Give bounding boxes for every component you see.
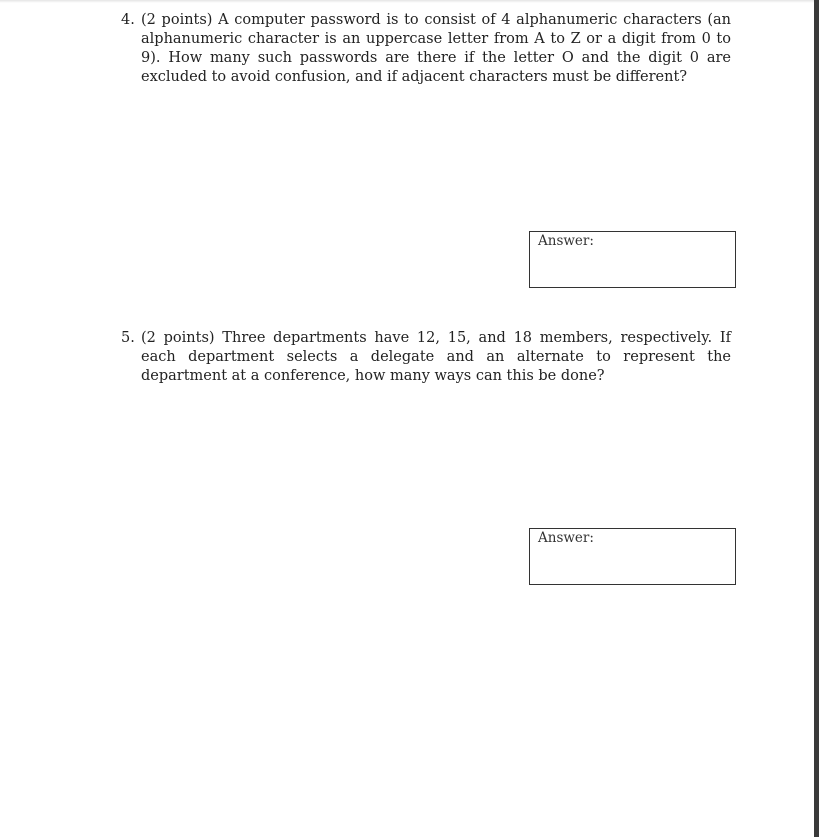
question-4 bbox=[121, 11, 731, 87]
answer-box-5[interactable] bbox=[529, 528, 736, 585]
page-top-shadow bbox=[0, 0, 819, 3]
answer-label: Answer: bbox=[538, 233, 594, 249]
viewer-right-edge bbox=[814, 0, 819, 837]
question-text: (2 points) A computer password is to consist of 4 alphanumeric characters (an alphanumeric character is an uppercase letter from A to Z or a digit from 0 to 9). How many such passwords are there if the letter O and the digit 0 are excluded to avoid confusion, and if adjacent characters must be different? bbox=[141, 12, 731, 85]
answer-box-4[interactable] bbox=[529, 231, 736, 288]
question-5 bbox=[121, 329, 731, 386]
question-number: 5. bbox=[121, 330, 135, 346]
question-text: (2 points) Three departments have 12, 15, and 18 members, respectively. If each department selects a delegate and an alternate to represent the department at a conference, how many ways can this be done? bbox=[141, 330, 731, 384]
answer-label: Answer: bbox=[538, 530, 594, 546]
question-number: 4. bbox=[121, 12, 135, 28]
